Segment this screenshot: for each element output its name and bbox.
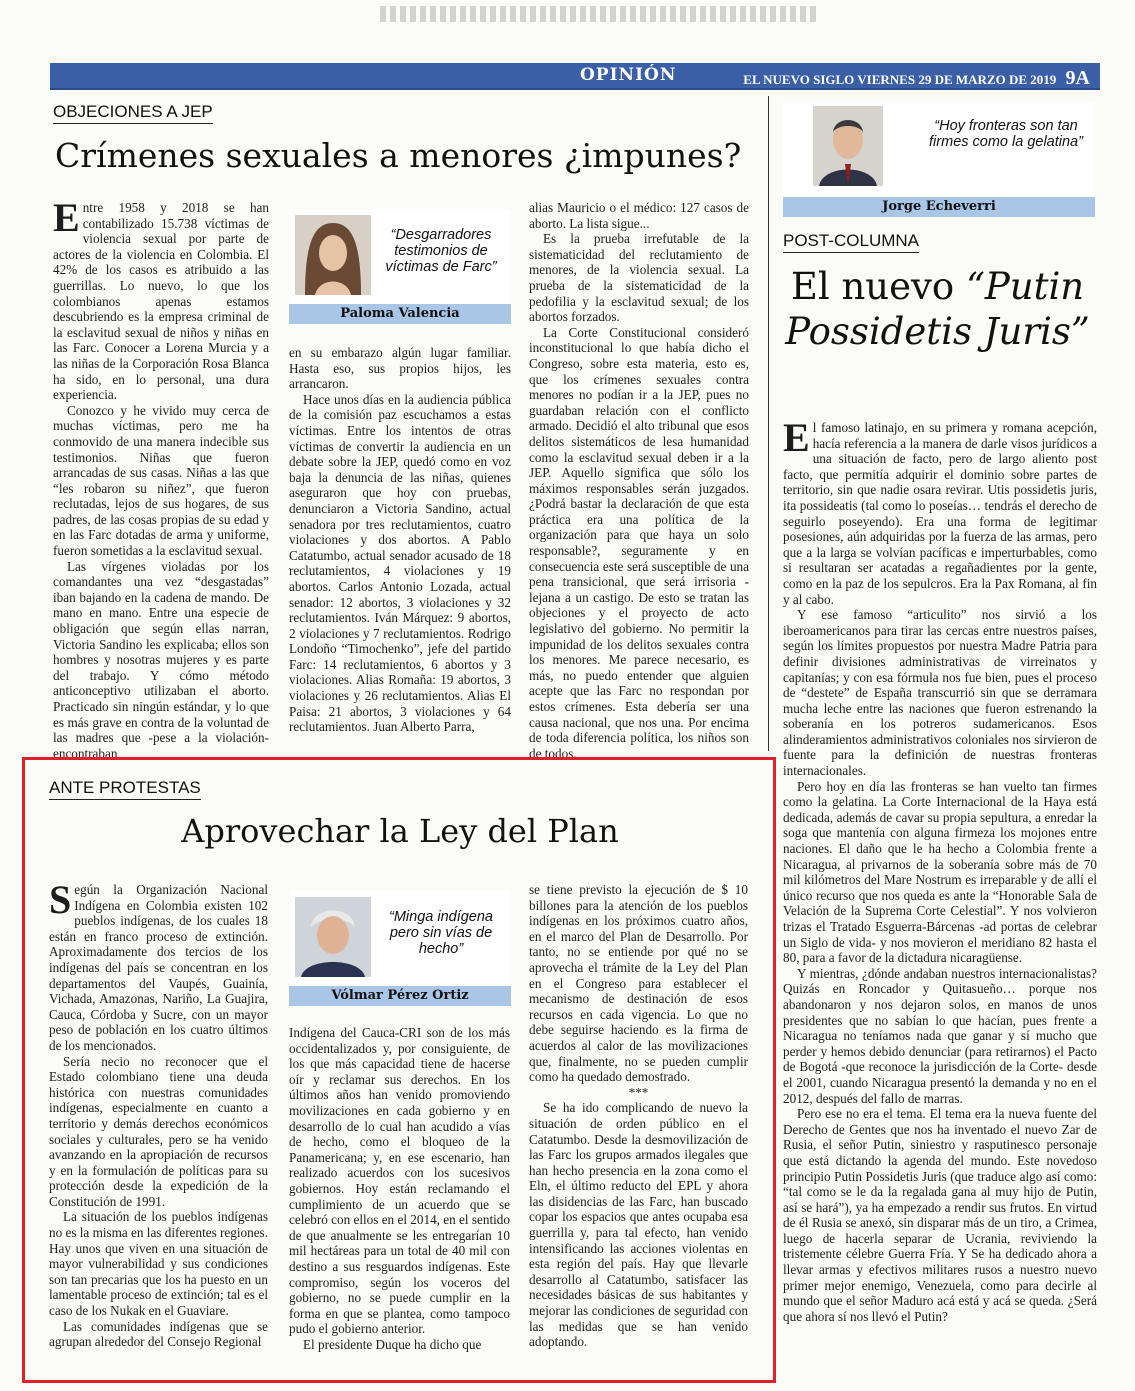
jep-c1-p2: Conozco y he vivido muy cerca de muchas víctimas, pero me ha conmovido de una manera indecible sus testimonios. Niñas que fueron arrancadas de sus casas. Niñas a las que “les robaron su niñez”, que fueron reclutadas, lejos de sus hogares, de sus padres, de las cosas propias de su edad y en las Farc dotadas de arma y uniforme, fueron sometidas a la esclavitud sexual. bbox=[53, 402, 269, 559]
putin-kicker: POST-COLUMNA bbox=[783, 231, 919, 253]
page-number: 9A bbox=[1065, 67, 1090, 89]
putin-author-name: Jorge Echeverri bbox=[783, 197, 1095, 217]
putin-headline-italic: “Putin Possidetis Juris” bbox=[785, 265, 1090, 353]
jep-column-3 bbox=[529, 200, 749, 761]
plan-c3-p2: Se ha ido complicando de nuevo la situación de orden público en el Catatumbo. Desde la desmovilización de las Farc los grupos armados ilegales que han hecho presencia en la zona como el Eln, el último reducto del EPL y ahora las disidencias de las Farc, han buscado copar los espacios que antes ocupaba esa guerrilla y, para tal efecto, han venido intensificando las acciones violentas en esta región del país. Hay que llevarle desarrollo al Catatumbo, satisfacer las necesidades básicas de sus habitantes y mejorar las condiciones de seguridad con las medidas que se han venido adoptando. bbox=[529, 1100, 748, 1350]
jep-column-1 bbox=[53, 195, 269, 761]
plan-c3-p1: se tiene previsto la ejecución de $ 10 billones para la atención de los pueblos indígenas en los próximos cuatro años, en el marco del Plan de Desarrollo. Por tanto, no se entiende por qué no se aprovecha el trámite de la Ley del Plan en el Congreso para establecer el mecanismo de destinación de esos recursos en cada vigencia. Lo que no debe seguirse haciendo es la firma de acuerdos al calor de las movilizaciones que, finalmente, no se pueden cumplir como ha quedado demostrado. bbox=[529, 882, 748, 1085]
masthead bbox=[50, 63, 1100, 90]
plan-c2-p1: Indígena del Cauca-CRI son de los más occidentalizados y, por consiguiente, de los que más capacidad tiene de hacerse oír y reclamar sus derechos. En los últimos años han venido promoviendo movilizaciones en cada gobierno y en desarrollo de lo cual han acudido a vías de hecho, como el bloqueo de la Panamericana; y, en ese escenario, han realizado acuerdos con los sucesivos gobiernos. Hoy están reclamando el cumplimiento de un acuerdo que se celebró con ellos en el 2014, en el sentido de que anualmente se les entregarían 10 mil hectáreas para un total de 40 mil con destino a sus resguardos indígenas. Este compromiso, según los voceros del gobierno, no se puede cumplir en la forma en que se plantea, como tampoco pudo el gobierno anterior. bbox=[289, 1025, 510, 1337]
plan-c1-p1-text: egún la Organización Nacional Indígena en Colombia existen 102 pueblos indígenas, de los cuales 18 están en franco proceso de extinción. Aproximadamente dos tercios de los indígenas del país se concentran en los departamentos del Vaupés, Guainía, Vichada, Amazonas, Nariño, La Guajira, Cauca, Córdoba y Sucre, con un mayor peso de población en los cuatro últimos de los mencionados. bbox=[49, 882, 268, 1053]
portrait-icon bbox=[295, 897, 371, 977]
paper-date-line bbox=[743, 67, 1090, 90]
putin-quote-text: “Hoy fronteras son tan firmes como la gelatina” bbox=[929, 118, 1083, 150]
plan-pull-quote bbox=[289, 891, 511, 1006]
plan-column-3 bbox=[529, 882, 748, 1357]
plan-author-name: Vólmar Pérez Ortiz bbox=[289, 986, 511, 1006]
section-name: OPINIÓN bbox=[580, 65, 677, 85]
plan-c2-p2: El presidente Duque ha dicho que bbox=[303, 1336, 482, 1352]
jep-c1-p3: Las vírgenes violadas por los comandantes una vez “desgastadas” iban bajando en la cadena de mando. De mano en mano. Entre una especie de obligación que según ellas narran, Victoria Sandino les explicaba; ellos son hombres y nosotras mujeres y es parte del trabajo. Y cómo método anticonceptivo utilizaban el aborto. Practicado sin ningún estándar, y lo que es más grave en contra de la voluntad de las madres que -pese a la violación- encontraban bbox=[53, 558, 269, 761]
jep-author-name: Paloma Valencia bbox=[289, 304, 511, 324]
jep-c1-p1-text: ntre 1958 y 2018 se han contabilizado 15.738 víctimas de violencia sexual por parte de actores de la violencia en Colombia. El 42% de los casos es atribuido a las guerrillas. Lo nuevo, lo que los colombianos apenas estamos descubriendo es la empresa criminal de la esclavitud sexual de niños y niñas en las Farc. Conocer a Lorena Murcia y a las niñas de la Corporación Rosa Blanca ha sido, en lo personal, una dura experiencia. bbox=[53, 200, 269, 403]
jep-c2-p1: en su embarazo algún lugar familiar. Hasta eso, sus propios hijos, les arrancaron. bbox=[289, 345, 511, 392]
putin-p1-text: l famoso latinajo, en su primera y romana acepción, hacía referencia a la manera de darle visos jurídicos a una situación de facto, pero de largo aliento post facto, que permitía adquirir el dominio sobre partes de territorio, sin que nadie osara revirar. Utis possidetis juris, ita possideatis (tal como lo poseías… tendrás el derecho de seguirlo poseyendo). Era una forma de legitimar posesiones, aún adquiridas por la fuerza de las armas, pero que a la larga se volvían pacíficas e imperturbables, como si resultaran ser acatadas a regañadientes por la gente, como en la paz de los sepulcros. Era la Pax Romana, al fin y al cabo. bbox=[783, 420, 1097, 607]
jep-quote-text: “Desgarradores testimonios de víctimas de Farc” bbox=[385, 227, 497, 275]
jep-c1-p1 bbox=[53, 195, 269, 403]
jep-kicker: OBJECIONES A JEP bbox=[53, 102, 213, 124]
plan-headline: Aprovechar la Ley del Plan bbox=[181, 812, 619, 850]
jep-c3-p3: La Corte Constitucional consideró inconstitucional lo que había dicho el Congreso, sobre esta materia, esto es, que los crímenes sexuales contra menores no podían ir a la JEP, pues no guardaban relación con el conflicto armado. Decidió el alto tribunal que esos delitos sistemáticos de lesa humanidad como la esclavitud sexual deben ir a la JEP. Aquello significa que sólo los máximos responsables serán juzgados. ¿Podrá bastar la declaración de que esta práctica era una política de la organización para que haya un solo responsable?, seguramente y en consecuencia este será susceptible de una pena transicional, que será irrisoria -lejana a un castigo. De esto se tratan las objeciones y el proyecto de acto legislativo del gobierno. No permitir la impunidad de los delitos sexuales contra los menores. Me parece necesario, es más, no puedo entender que alguien acepte que las Farc no respondan por estos crímenes. Esta debería ser una causa nacional, que nos una. Por encima de toda diferencia política, los niños son de todos. bbox=[529, 324, 749, 761]
plan-column-2 bbox=[289, 1025, 510, 1357]
portrait-icon bbox=[295, 215, 371, 295]
jep-c3-p1: alias Mauricio o el médico: 127 casos de aborto. La lista sigue... bbox=[529, 200, 749, 231]
plan-kicker: ANTE PROTESTAS bbox=[49, 778, 201, 800]
author-photo-paloma bbox=[295, 215, 371, 295]
plan-quote-text: “Minga indígena pero sin vías de hecho” bbox=[389, 909, 493, 957]
jep-column-2 bbox=[289, 345, 511, 745]
paper-date: EL NUEVO SIGLO VIERNES 29 DE MARZO DE 2019 bbox=[743, 72, 1057, 87]
jep-pull-quote bbox=[289, 209, 511, 324]
putin-p2: Y ese famoso “articulito” nos sirvió a los iberoamericanos para tirar las cercas entre nuestros países, según los límites propuestos por nuestra Madre Patria para definir divisiones administrativas de virreinatos y capitanías; y con esa fórmula nos fue bien, pues el proceso de “destete” de España transcurrió sin que se derramara mucha leche entre las naciones que fueron estrenando la soberanía en los potreros sudamericanos. Esos alinderamientos administrativos coloniales nos sirvieron de fuente para la definición de nuestras fronteras internacionales. bbox=[783, 607, 1097, 779]
author-photo-volmar bbox=[295, 897, 371, 977]
putin-headline-plain: El nuevo bbox=[790, 265, 955, 308]
putin-body bbox=[783, 415, 1097, 1355]
jep-c2-p2: Hace unos días en la audiencia pública de la comisión paz escuchamos a estas víctimas. Entre los intentos de otras víctimas de convertir la audiencia en un debate sobre la JEP, quedó como en voz baja la denuncia de las niñas, quienes aseguraron que hoy con pruebas, denunciaron a Victoria Sandino, actual senadora por tres reclutamientos, cuatro violaciones y dos abortos. A Pablo Catatumbo, actual senador acusado de 18 reclutamientos, 4 violaciones y 19 abortos. Carlos Antonio Lozada, actual senador: 12 abortos, 3 violaciones y 32 reclutamientos. Iván Márquez: 9 abortos, 2 violaciones y 7 reclutamientos. Rodrigo Londoño “Timochenko”, jefe del partido Farc: 14 reclutamientos, 6 abortos y 3 violaciones. Alias Romaña: 19 abortos, 3 violaciones y 26 reclutamientos. Alias El Paisa: 21 abortos, 3 violaciones y 64 reclutamientos. Juan Alberto Parra, bbox=[289, 391, 511, 735]
jep-c3-p2: Es la prueba irrefutable de la sistematicidad del reclutamiento de menores, de la violencia sexual. La prueba de la sistematicidad de la pedofilia y la esclavitud sexual; de los abortos forzados. bbox=[529, 231, 749, 325]
putin-headline bbox=[780, 264, 1095, 354]
putin-p5: Pero ese no era el tema. El tema era la nueva fuente del Derecho de Gentes que nos ha inventado el nuevo Zar de Rusia, el señor Putin, siniestro y rasputinesco personaje que está dictando la agenda del mundo. Este novedoso principio Putin Possidetis Juris (que traduce algo así como: “tal como se le da la regalada gana al muy hijo de Putin, así se hará”), ya ha empezado a rendir sus frutos. En virtud de él Rusia se anexó, sin disparar más de un tiro, a Crimea, luego de hacerla separar de Ucrania, reviviendo la tristemente célebre Guerra Fría. Y Se ha dedicado ahora a llevar armas y efectivos militares rusos a nuestro nuevo primer mejor enemigo, Venezuela, como para decirle al mundo que el señor Maduro acá está y acá se queda. ¿Será que ahora sí nos llevó el Putin? bbox=[783, 1106, 1097, 1324]
plan-column-1 bbox=[49, 877, 268, 1357]
drop-cap: E bbox=[53, 195, 80, 240]
plan-c1-p4: Las comunidades indígenas que se agrupan alrededor del Consejo Regional bbox=[49, 1318, 268, 1350]
plan-c1-p1 bbox=[49, 877, 268, 1054]
plan-c1-p3: La situación de los pueblos indígenas no es la misma en las diferentes regiones. Hay unos que viven en una situación de mayor vulnerabilidad y sus condiciones son tan precarias que los ha puesto en un lamentable proceso de extinción; tal es el caso de los Nukak en el Guaviare. bbox=[49, 1209, 268, 1319]
putin-p1 bbox=[783, 415, 1097, 607]
portrait-icon bbox=[813, 106, 883, 186]
putin-pull-quote bbox=[783, 102, 1095, 217]
author-photo-jorge bbox=[813, 106, 883, 186]
page-top-scan-noise bbox=[380, 6, 820, 22]
putin-p3: Pero hoy en día las fronteras se han vuelto tan firmes como la gelatina. La Corte Internacional de la Haya está dedicada, además de cavar su propia sepultura, a enredar la soga que mantenía con alguna firmeza los mojones entre naciones. El daño que le ha hecho a Colombia frente a Nicaragua, al privarnos de la soberanía sobre más de 70 mil kilómetros del Mare Nostrum es irreparable y de allí el único recurso que nos queda es ante la “Honorable Sala de Velación de la Suprema Corte Celestial”. Y nos volvieron trizas el Tratado Esguerra-Bárcenas -ad portas de celebrar un Siglo de vida- y nos movieron el meridiano 82 hasta el 80, para a favor de la dictadura nicaragüense. bbox=[783, 778, 1097, 966]
drop-cap: S bbox=[49, 877, 72, 922]
column-divider bbox=[768, 96, 769, 751]
plan-c1-p2: Sería necio no reconocer que el Estado colombiano tiene una deuda histórica con nuestras comunidades indígenas, especialmente en cuanto a territorio y demás derechos económicos sociales y culturales, pero se ha venido avanzando en la apropiación de recursos y en la formulación de políticas para su protección desde la expedición de la Constitución de 1991. bbox=[49, 1053, 268, 1209]
section-separator: *** bbox=[628, 1084, 649, 1100]
putin-p4: Y mientras, ¿dónde andaban nuestros internacionalistas? Quizás en Roncador y Quitasueño… porque nos abandonaron y nos dejaron solos, en manos de unos presidentes que no sabían lo que hacían, pues frente a Nicaragua no teníamos nada que ganar y sí mucho que perder y hemos debido denunciar (para retirarnos) el Pacto de Bogotá -que reconoce la jurisdicción de la Corte- desde el 2001, cuando Nicaragua presentó la demanda y no en el 2012, después del fallo de marras. bbox=[783, 965, 1097, 1106]
drop-cap: E bbox=[783, 415, 810, 460]
jep-headline: Crímenes sexuales a menores ¿impunes? bbox=[55, 136, 742, 175]
